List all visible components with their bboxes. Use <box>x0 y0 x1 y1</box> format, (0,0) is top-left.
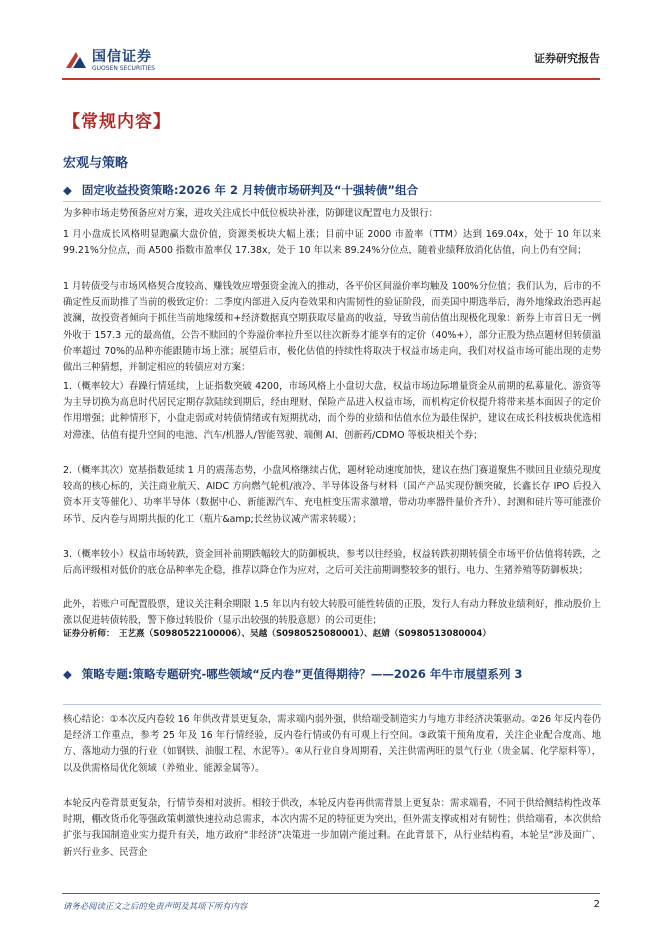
topic-divider <box>63 704 601 705</box>
paragraph: 3.（概率较小）权益市场转跌，资金回补前期跌幅较大的防御板块，参考以往经验，权益转跌初期转债全市场平价估值将转跌，之后高评级相对低价的底仓品种率先企稳，推荐以降仓作为应对，之后可关注前期调整较多的银行、电力、生猪养殖等防御板块； <box>63 549 601 577</box>
footer-disclaimer: 请务必阅读正文之后的免责声明及其项下所有内容 <box>63 901 248 911</box>
paragraph: 2.（概率其次）宽基指数延续 1 月的震荡态势，小盘风格继续占优，题材轮动速度加快，建议在热门赛道聚焦不赎回且业绩兑现度较高的核心标的，关注商业航天、AIDC 方向燃气轮机/液冷、半导体设备与材料（国产产品实现份额突破，长鑫长存 IPO 后投入资本开支等催化）、功率半导体（数据中心、新能源汽车、充电桩变压需求激增，带动功率器件量价齐升）、封测和硅片等可能涨价环节、反内卷与周期共振的化工（瓶片&amp;长丝协议减产需求转暖）； <box>63 465 601 525</box>
logo-chinese-name: 国信证券 <box>92 49 152 65</box>
guosen-logo-icon <box>64 48 88 72</box>
topic-title: 策略专题:策略专题研究-哪些领域“反内卷”更值得期待？——2026 年牛市展望系列 3 <box>81 667 523 681</box>
header-divider <box>62 78 600 80</box>
paragraph: 此外，若账户可配置股票，建议关注剩余期限 1.5 年以内有较大转股可能性转债的正股，发行人有动力释放业绩利好，推动股价上涨以促进转债转股，警下修过转股价（显示出较强的转股意愿）的公司更佳； <box>63 599 601 627</box>
logo-english-name: GUOSEN SECURITIES <box>92 65 155 72</box>
topic-divider <box>63 201 601 202</box>
diamond-bullet-icon: ◆ <box>63 183 72 197</box>
topic-title: 固定收益投资策略:2026 年 2 月转债市场研判及“十强转债”组合 <box>81 183 419 197</box>
paragraph: 核心结论：①本次反内卷较 16 年供改背景更复杂，需求端内弱外强，供给端受制造实力与地方非经济决策驱动。②26 年反内卷仍是经济工作重点，参考 25 年及 16 年行情经验，反内卷行情或仍有可观上行空间。③政策干预角度看，关注企业配合度高、地方、落地动力强的行业（如钢铁、油服工程、水泥等）。④从行业自身周期看，关注供需两旺的景气行业（贵金属、化学原料等），以及供需格局优化领域（养殖业、能源金属等）。 <box>63 714 601 774</box>
diamond-bullet-icon: ◆ <box>63 667 72 681</box>
page-number: 2 <box>593 899 600 910</box>
company-logo <box>64 42 194 76</box>
topic-heading-strategy <box>63 665 601 683</box>
paragraph: 本轮反内卷背景更复杂，行情节奏相对波折。相较于供改，本轮反内卷再供需背景上更复杂：需求端看，不同于供给侧结构性改革时期，棚改货币化等强政策刺激快速拉动总需求，本次内需不足的特征更为突出，但外需支撑或相对有韧性；供给端看，本次供给扩张与我国制造业实力提升有关，地方政府“非经济”决策进一步加剧产能过剩。在此背景下，从行业结构看，本轮呈“涉及面广、新兴行业多、民营企 <box>63 798 601 858</box>
paragraph: 1 月转债受与市场风格契合度较高、赚钱效应增强资金流入的推动，各平价区间溢价率均触及 100%分位值；我们认为，后市的不确定性反而助推了当前的极致定价：二季度内部进入反内卷效果和内需韧性的验证阶段，而美国中期选举后，海外地缘政治恐再起波澜，故投资者倾向于抓住当前地缘缓和+经济数据真空期获取尽量高的收益，导致当前估值出现极化现象：新券上市首日无一例外收于 157.3 元的最高值，公告不赎回的个券溢价率拉升至以往次新券才能享有的定价（40%+），部分正股为热点题材但转债溢价率超过 70%的品种亦能跟随市场上涨；展望后市，极化估值的持续性将取决于权益市场走向，我们对权益市场可能出现的走势做出三种猜想，并制定相应的转债应对方案： <box>63 281 601 374</box>
footer-divider <box>62 893 600 894</box>
report-type-label: 证券研究报告 <box>534 52 600 65</box>
paragraph: 1.（概率较大）春躁行情延续，上证指数突破 4200，市场风格上小盘切大盘，权益市场边际增量资金从前期的私募量化、游资等为主导切换为高息时代居民定期存款陆续到期后，经由理财、保险产品进入权益市场，而机构定价权提升将带来基本面因子的定价作用增强；此种情形下，小盘走弱或对转债情绪或有短期扰动，而个券的业绩和估值水位为最佳保护，建议在成长科技板块优选相对滞涨、估值有提升空间的电池、汽车/机器人/智能驾驶、端侧 AI、创新药/CDMO 等板块相关个券； <box>63 381 601 441</box>
page-header <box>0 0 662 78</box>
analyst-credits: 证券分析师： 王艺熹（S0980522100006）、吴越（S0980525080001）、赵婧（S0980513080004） <box>63 629 491 639</box>
section-title: 【常规内容】 <box>63 112 171 132</box>
category-heading: 宏观与策略 <box>63 156 129 171</box>
paragraph: 1 月小盘成长风格明显跑赢大盘价值，资源类板块大幅上涨；目前中证 2000 市盈率（TTM）达到 169.04x，处于 10 年以来 99.21%分位点，而 A500 指数市盈率仅 17.38x，处于 10 年以来 89.24%分位点，随着业绩释放消化估值，向上仍有空间； <box>63 229 601 257</box>
topic-heading-fixed-income <box>63 181 601 199</box>
paragraph: 为多种市场走势预备应对方案，进攻关注成长中低位板块补涨，防御建议配置电力及银行： <box>63 208 439 219</box>
